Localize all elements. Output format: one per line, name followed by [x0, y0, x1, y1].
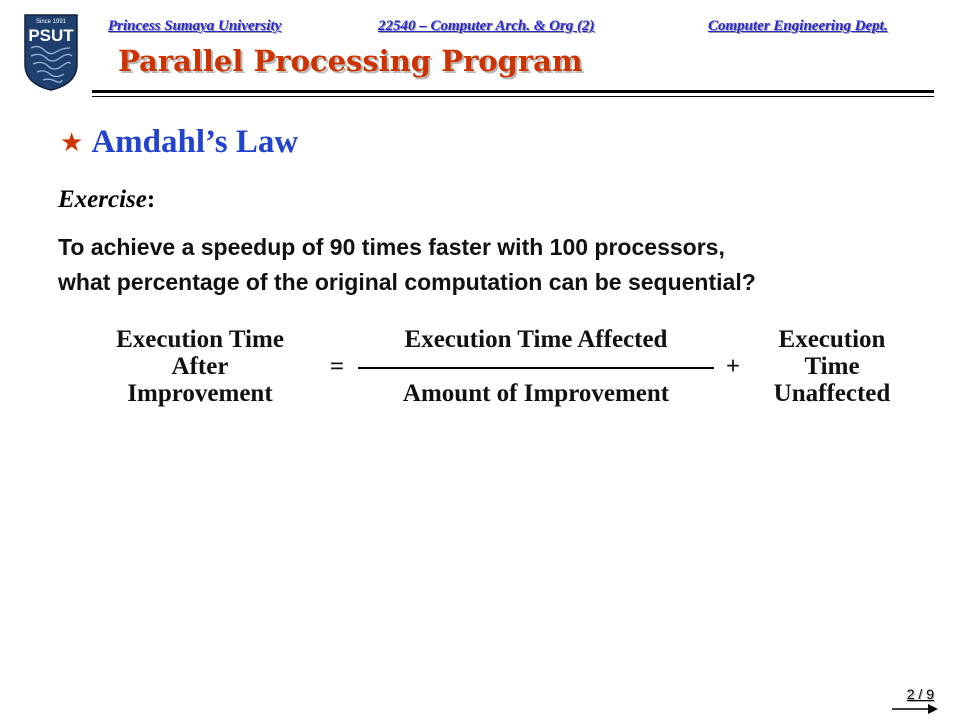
title-divider [92, 90, 934, 93]
fraction-denominator: Amount of Improvement [402, 380, 670, 407]
lhs-line-2: After [171, 353, 229, 380]
rhs-line-2: Time [804, 353, 860, 380]
title-divider-thin [92, 96, 934, 97]
question-line-1: To achieve a speedup of 90 times faster with 100 processors, [58, 234, 725, 260]
heading-text: Amdahl’s Law [91, 124, 299, 160]
exercise-label-text: Exercise [58, 186, 147, 213]
formula-lhs [70, 326, 330, 407]
plus-sign: + [725, 353, 741, 380]
amdahl-formula [0, 326, 960, 416]
logo-name: PSUT [28, 26, 74, 45]
page-number: 2 / 9 [906, 686, 934, 702]
psut-logo [22, 12, 80, 92]
star-icon: ★ [60, 127, 84, 158]
logo-since: Since 1991 [35, 19, 67, 25]
section-heading [60, 124, 298, 161]
formula-rhs [742, 326, 922, 407]
right-arrow-icon[interactable] [890, 703, 940, 715]
exercise-label [58, 186, 155, 214]
exercise-question [58, 230, 938, 300]
header-department: Computer Engineering Dept. [708, 18, 888, 34]
slide-title: Parallel Processing Program [118, 44, 583, 78]
rhs-line-3: Unaffected [773, 380, 891, 407]
fraction-bar [352, 353, 720, 380]
header-course: 22540 – Computer Arch. & Org (2) [378, 18, 595, 34]
exercise-colon: : [146, 186, 156, 213]
lhs-line-3: Improvement [127, 380, 273, 407]
equals-sign: = [329, 353, 345, 380]
formula-fraction [352, 326, 720, 407]
question-line-2: what percentage of the original computation can be sequential? [58, 269, 756, 295]
lhs-line-1: Execution Time [116, 326, 284, 353]
header-university: Princess Sumaya University [108, 18, 282, 34]
fraction-numerator: Execution Time Affected [404, 326, 668, 353]
rhs-line-1: Execution [778, 326, 886, 353]
